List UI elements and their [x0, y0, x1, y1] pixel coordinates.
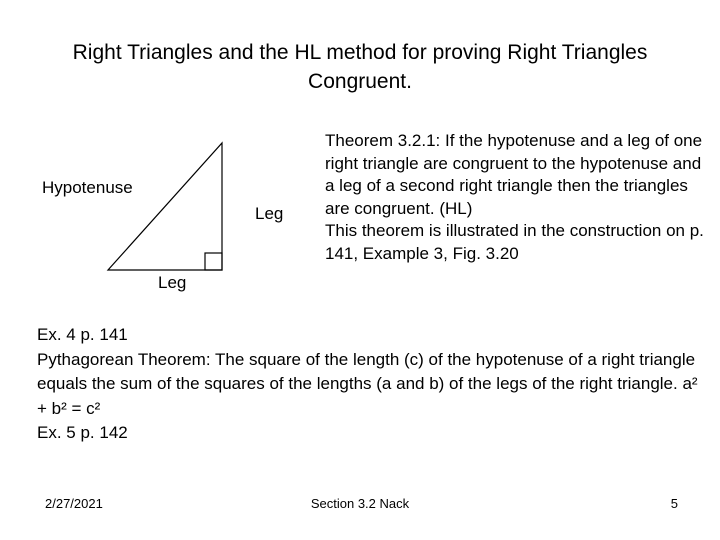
slide-title: Right Triangles and the HL method for proving Right Triangles Congruent. — [72, 41, 648, 93]
theorem-text-block — [325, 130, 705, 266]
footer-center-text: Section 3.2 Nack — [310, 496, 410, 511]
footer-date: 2/27/2021 — [45, 496, 103, 511]
theorem-statement: Theorem 3.2.1: If the hypotenuse and a leg of one right triangle are congruent to the hypotenuse and a leg of a second right triangle then the triangles are congruent. (HL) — [325, 131, 703, 218]
example-5-reference: Ex. 5 p. 142 — [37, 423, 128, 442]
hypotenuse-label: Hypotenuse — [42, 178, 133, 197]
right-angle-marker — [205, 253, 222, 270]
theorem-illustration-note: This theorem is illustrated in the construction on p. 141, Example 3, Fig. 3.20 — [325, 221, 704, 263]
leg-label-horizontal: Leg — [158, 273, 187, 292]
right-triangle — [108, 143, 222, 270]
body-text-block — [37, 323, 707, 446]
example-4-reference: Ex. 4 p. 141 — [37, 325, 128, 344]
leg-label-vertical: Leg — [255, 204, 284, 223]
pythagorean-theorem-text: Pythagorean Theorem: The square of the length (c) of the hypotenuse of a right triangle equals the sum of the squares of the lengths (a and b) of the legs of the right triangle. a² + b² = c² — [37, 349, 698, 418]
page-number: 5 — [670, 496, 678, 511]
